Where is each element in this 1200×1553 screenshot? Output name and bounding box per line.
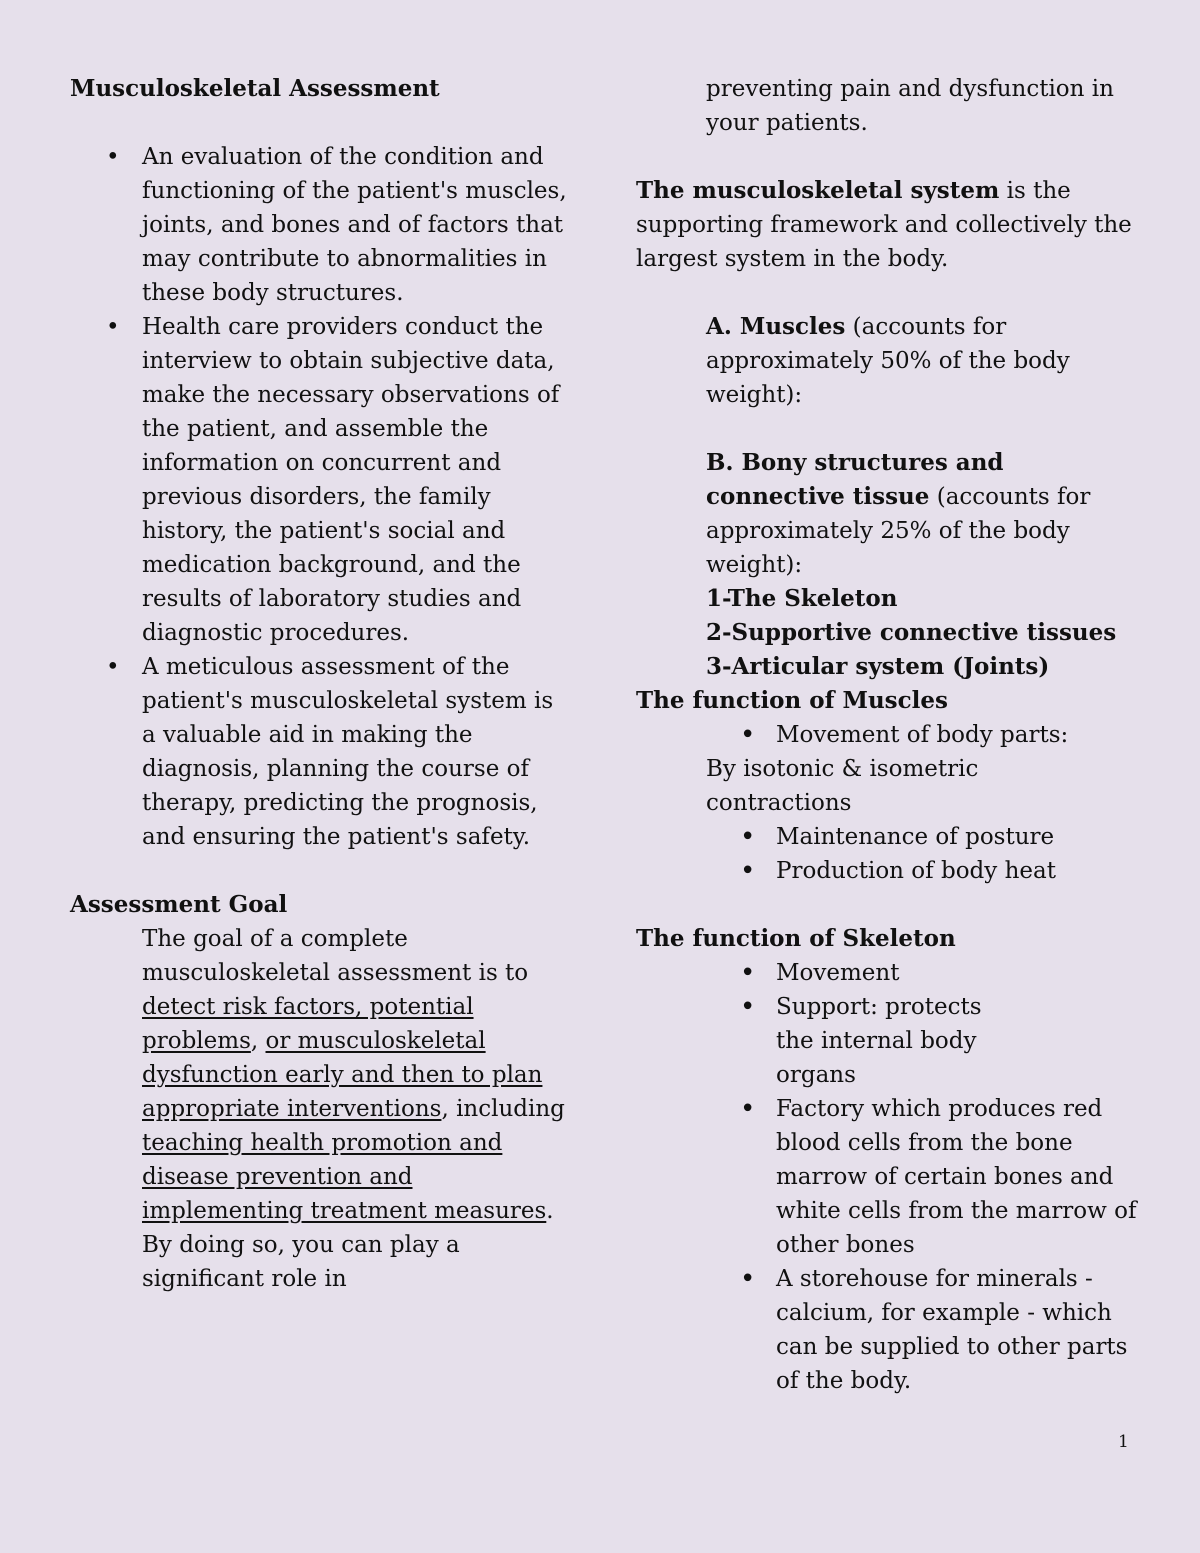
musculoskeletal-system-paragraph bbox=[636, 174, 1146, 276]
skeleton-function-list bbox=[636, 956, 1146, 1398]
goal-underlined-text: teaching health promotion and disease prevention and implementing treatment measures bbox=[142, 1130, 547, 1224]
list-item: • Movement of body parts: bbox=[636, 718, 1146, 752]
connective-tissue-item: 2-Supportive connective tissues bbox=[706, 619, 1117, 646]
goal-underlined-text: or musculoskeletal dysfunction early and then to plan appropriate interventions bbox=[142, 1028, 543, 1122]
list-item: • Health care providers conduct the interview to obtain subjective data, make the necessary observations of the patient, and assemble the information on concurrent and previous disorders, the family history, the patient's social and medication background, and the results of laboratory studies and diagnostic procedures. bbox=[70, 310, 570, 650]
page-number: 1 bbox=[1118, 1432, 1129, 1452]
assessment-bullet-list bbox=[70, 140, 570, 854]
muscles-label: A. Muscles bbox=[706, 313, 846, 340]
muscles-function-list-continued bbox=[636, 820, 1146, 888]
section-title-musculoskeletal-assessment: Musculoskeletal Assessment bbox=[70, 75, 440, 102]
bony-structures-text: (accounts for approximately 25% of the body weight): bbox=[706, 484, 1091, 578]
muscles-function-list bbox=[636, 718, 1146, 752]
section-title-assessment-goal: Assessment Goal bbox=[70, 891, 288, 918]
list-item: • A meticulous assessment of the patient's musculoskeletal system is a valuable aid in making the diagnosis, planning the course of therapy, predicting the prognosis, and ensuring the patient's safety. bbox=[70, 650, 570, 854]
muscles-text: (accounts for approximately 50% of the body weight): bbox=[706, 314, 1070, 408]
list-item bbox=[636, 582, 1146, 616]
assessment-goal-paragraph bbox=[70, 922, 570, 1296]
section-title-function-of-muscles: The function of Muscles bbox=[636, 687, 948, 714]
muscles-function-subtext: By isotonic & isometric contractions bbox=[706, 756, 979, 816]
muscles-paragraph bbox=[636, 310, 1146, 412]
list-item: • Production of body heat bbox=[636, 854, 1146, 888]
list-item: • Maintenance of posture bbox=[636, 820, 1146, 854]
right-column bbox=[636, 72, 1146, 1398]
list-item bbox=[636, 650, 1146, 684]
articular-system-item: 3-Articular system (Joints) bbox=[706, 653, 1050, 680]
bony-structures-paragraph bbox=[636, 446, 1146, 582]
continuation-paragraph: preventing pain and dysfunction in your patients. bbox=[706, 76, 1114, 136]
system-bold-text: The musculoskeletal system bbox=[636, 177, 1000, 204]
system-text: is the supporting framework and collectively the largest system in the body. bbox=[636, 178, 1132, 272]
goal-text: , including bbox=[441, 1096, 565, 1122]
list-item: • Support: protects the internal body organs bbox=[636, 990, 1006, 1092]
bony-structures-label: B. Bony structures and connective tissue bbox=[706, 449, 1004, 510]
goal-text: , bbox=[250, 1028, 266, 1054]
goal-text: The goal of a complete musculoskeletal assessment is to bbox=[142, 926, 529, 986]
list-item: • An evaluation of the condition and functioning of the patient's muscles, joints, and bones and of factors that may contribute to abnormalities in these body structures. bbox=[70, 140, 570, 310]
list-item: • A storehouse for minerals - calcium, for example - which can be supplied to other parts of the body. bbox=[636, 1262, 1146, 1398]
section-title-function-of-skeleton: The function of Skeleton bbox=[636, 925, 956, 952]
left-column bbox=[70, 72, 570, 1296]
list-item: • Movement bbox=[636, 956, 1146, 990]
skeleton-item: 1-The Skeleton bbox=[706, 585, 898, 612]
goal-text: . By doing so, you can play a significant role in bbox=[142, 1198, 554, 1292]
list-item bbox=[636, 616, 1146, 650]
list-item: • Factory which produces red blood cells from the bone marrow of certain bones and white cells from the marrow of other bones bbox=[636, 1092, 1146, 1262]
goal-underlined-text: detect risk factors, potential problems bbox=[142, 994, 474, 1054]
